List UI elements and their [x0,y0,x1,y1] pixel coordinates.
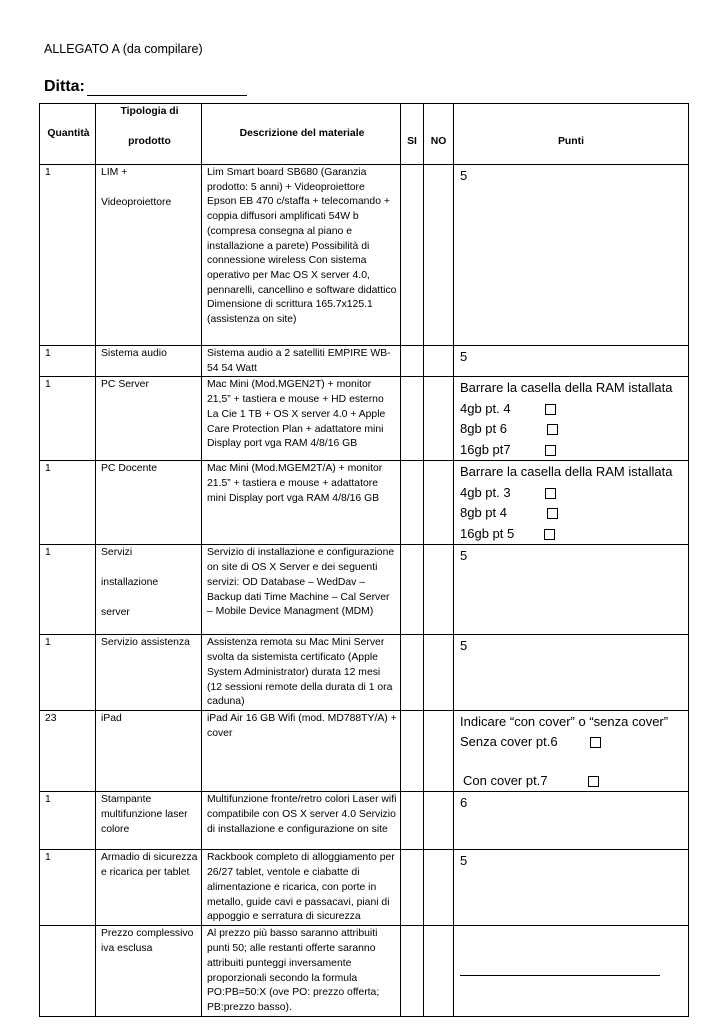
type-cell: Sistema audio [96,346,202,377]
col-tipologia [96,104,202,165]
si-checkbox[interactable] [401,635,424,711]
col-si: SI [401,104,424,165]
si-checkbox[interactable] [401,792,424,850]
ram-8gb-checkbox[interactable] [547,424,558,435]
cover-option-label: Senza cover pt.6 [460,734,558,750]
punti-cell: 5 [454,346,689,377]
desc-cell: Sistema audio a 2 satelliti EMPIRE WB-54 54 Watt [202,346,401,377]
type-cell: iPad [96,710,202,792]
punti-cell [454,461,689,545]
desc-cell: Rackbook completo di alloggiamento per 26/27 tablet, ventole e ciabatte di alimentazione e ricarica, con porte in metallo, guide cavi e passacavi, piani di appoggio e serratura di sicurezza [202,850,401,926]
type-cell [96,545,202,635]
cover-option-label: Con cover pt.7 [463,772,548,788]
document-header: ALLEGATO A (da compilare) [44,42,203,56]
col-tipologia-line1: Tipologia di [120,106,179,117]
table-row [40,545,689,635]
qty-cell: 1 [40,792,96,850]
no-checkbox[interactable] [424,165,454,346]
ram-option-label: 8gb pt 6 [460,421,507,437]
punti-cell: 5 [454,545,689,635]
desc-cell: Servizio di installazione e configurazione on site di OS X Server e dei seguenti servizi: OD Database – WedDav – Backup dati Time Machine – Cal Server – Mobile Device Managment (MDM) [202,545,401,635]
ditta-label: Ditta: [44,78,85,95]
qty-cell: 1 [40,545,96,635]
type-cell: PC Server [96,377,202,461]
desc-cell: Al prezzo più basso saranno attribuiti punti 50; alle restanti offerte saranno attribuiti punteggi inversamente proporzionali secondo la formula PO:PB=50:X (ove PO: prezzo offerta; PB:prezzo basso). [202,926,401,1017]
product-table [39,103,689,1017]
si-checkbox[interactable] [401,165,424,346]
punti-cell: 5 [454,165,689,346]
no-checkbox[interactable] [424,377,454,461]
no-checkbox[interactable] [424,635,454,711]
table-row [40,461,689,545]
si-checkbox[interactable] [401,346,424,377]
type-cell: Stampante multifunzione laser colore [96,792,202,850]
si-checkbox[interactable] [401,461,424,545]
desc-cell: iPad Air 16 GB Wifi (mod. MD788TY/A) + cover [202,710,401,792]
price-input-cell[interactable] [454,926,689,1017]
desc-cell: Mac Mini (Mod.MGEN2T) + monitor 21,5” + tastiera e mouse + HD esterno La Cie 1 TB + OS X server 4.0 + Apple Care Protection Plan + adattatore mini Display port vga RAM 4/8/16 GB [202,377,401,461]
desc-cell: Multifunzione fronte/retro colori Laser wifi compatibile con OS X server 4.0 Servizio di installazione e configurazione on site [202,792,401,850]
col-quantita: Quantità [40,104,96,165]
table-row [40,792,689,850]
ram-option-label: 16gb pt 5 [460,525,515,541]
ditta-field[interactable] [44,78,247,96]
no-checkbox[interactable] [424,710,454,792]
no-checkbox[interactable] [424,850,454,926]
type-line: LIM + [101,167,128,178]
ram-16gb-checkbox[interactable] [544,529,555,540]
qty-cell: 1 [40,377,96,461]
punti-instruction: Indicare “con cover” o “senza cover” [460,713,669,729]
no-checkbox[interactable] [424,346,454,377]
si-checkbox[interactable] [401,377,424,461]
con-cover-checkbox[interactable] [588,776,599,787]
si-checkbox[interactable] [401,850,424,926]
table-row [40,926,689,1017]
price-underline [460,974,660,976]
table-row [40,635,689,711]
type-cell [96,165,202,346]
ram-option-label: 4gb pt. 3 [460,484,511,500]
col-no: NO [424,104,454,165]
si-checkbox[interactable] [401,710,424,792]
punti-instruction: Barrare la casella della RAM istallata [460,464,673,480]
type-line: server [101,606,130,618]
qty-cell: 1 [40,346,96,377]
ram-4gb-checkbox[interactable] [545,488,556,499]
type-line: installazione [101,577,159,589]
table-row [40,377,689,461]
table-row [40,710,689,792]
no-checkbox[interactable] [424,461,454,545]
no-checkbox[interactable] [424,792,454,850]
qty-cell: 1 [40,850,96,926]
table-row [40,346,689,377]
table-row [40,165,689,346]
qty-cell: 1 [40,165,96,346]
desc-cell: Lim Smart board SB680 (Garanzia prodotto: 5 anni) + Videoproiettore Epson EB 470 c/staffa + telecomando + coppia diffusori amplificati 54W b (compresa consegna al piano e installazione a parete) Possibilità di connessione wireless Con sistema operativo per Mac OS X server 4.0, pennarelli, cancellino e software didattico Dimensione di scrittura 165.7x125.1 (assistenza on site) [202,165,401,346]
ram-16gb-checkbox[interactable] [545,445,556,456]
ram-8gb-checkbox[interactable] [547,508,558,519]
table-header-row [40,104,689,165]
qty-cell: 23 [40,710,96,792]
type-line: Servizi [101,547,133,559]
type-cell: Prezzo complessivo iva esclusa [96,926,202,1017]
col-descrizione: Descrizione del materiale [202,104,401,165]
ram-4gb-checkbox[interactable] [545,404,556,415]
desc-cell: Assistenza remota su Mac Mini Server svolta da sistemista certificato (Apple System Administrator) durata 12 mesi (12 sessioni remote della durata di 1 ora caduna) [202,635,401,711]
no-checkbox[interactable] [424,545,454,635]
punti-instruction: Barrare la casella della RAM istallata [460,380,673,396]
table-row [40,850,689,926]
no-checkbox[interactable] [424,926,454,1017]
ram-option-label: 4gb pt. 4 [460,400,511,416]
punti-cell [454,377,689,461]
qty-cell [40,926,96,1017]
ram-option-label: 16gb pt7 [460,441,511,457]
ram-option-label: 8gb pt 4 [460,505,507,521]
punti-cell [454,710,689,792]
punti-cell: 5 [454,635,689,711]
desc-cell: Mac Mini (Mod.MGEM2T/A) + monitor 21.5” + tastiera e mouse + adattatore mini Display port vga RAM 4/8/16 GB [202,461,401,545]
si-checkbox[interactable] [401,926,424,1017]
qty-cell: 1 [40,461,96,545]
si-checkbox[interactable] [401,545,424,635]
type-cell: Servizio assistenza [96,635,202,711]
col-punti: Punti [454,104,689,165]
ditta-underline [87,80,247,96]
type-cell: Armadio di sicurezza e ricarica per tablet [96,850,202,926]
col-tipologia-line2: prodotto [128,135,171,147]
punti-cell: 6 [454,792,689,850]
type-cell: PC Docente [96,461,202,545]
senza-cover-checkbox[interactable] [590,737,601,748]
punti-cell: 5 [454,850,689,926]
type-line: Videoproiettore [101,196,172,208]
qty-cell: 1 [40,635,96,711]
